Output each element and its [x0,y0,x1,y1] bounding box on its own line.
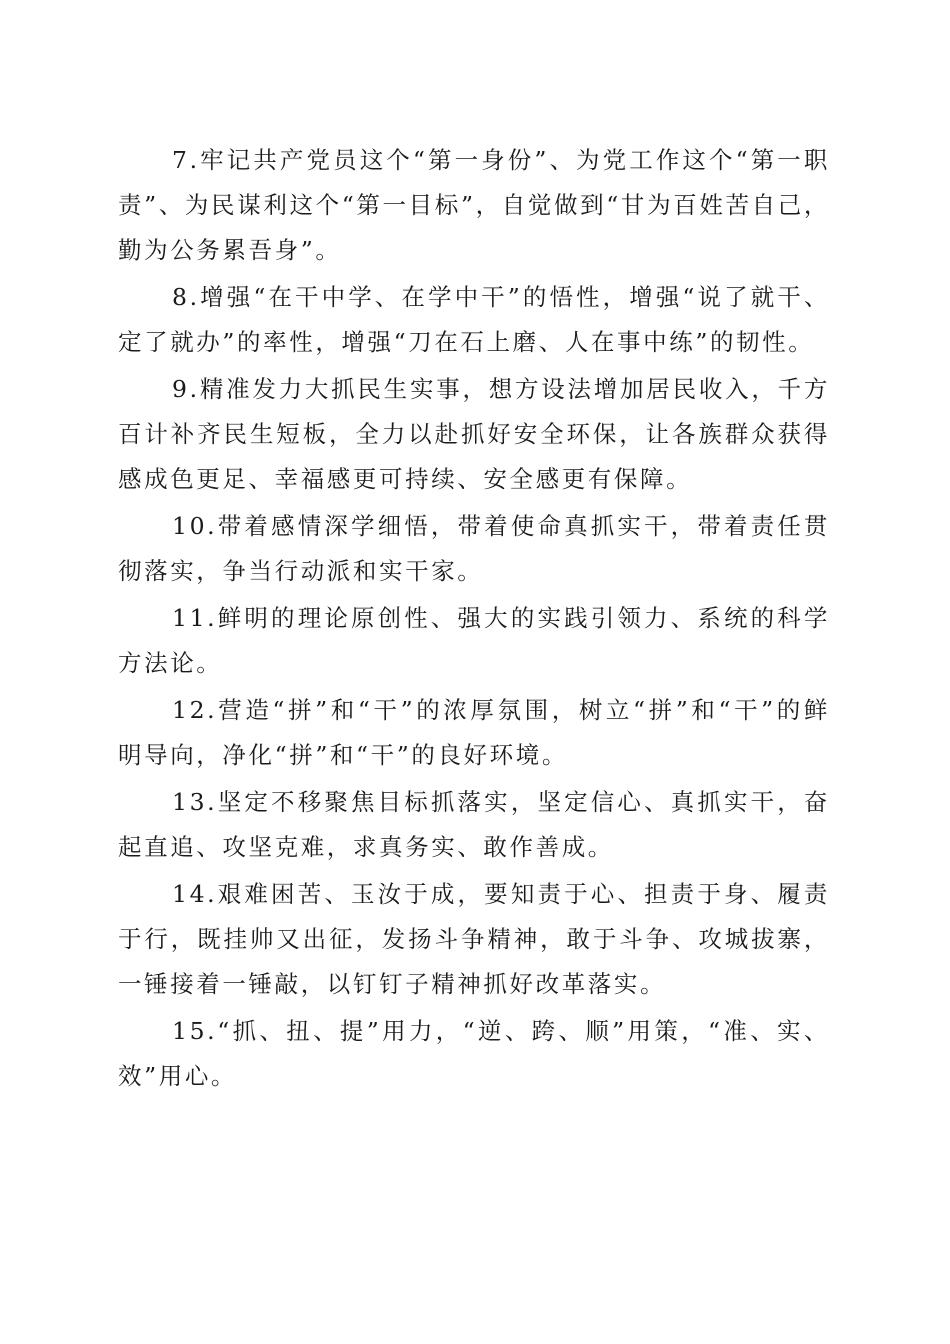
paragraph-9: 9.精准发力大抓民生实事，想方设法增加居民收入，千方百计补齐民生短板，全力以赴抓好安全环保，让各族群众获得感成色更足、幸福感更可持续、安全感更有保障。 [118,375,830,493]
document-body [118,138,830,1101]
paragraph-14: 14.艰难困苦、玉汝于成，要知责于心、担责于身、履责于行，既挂帅又出征，发扬斗争精神，敢于斗争、攻城拔寨，一锤接着一锤敲，以钉钉子精神抓好改革落实。 [118,880,830,998]
paragraph-15: 15.“抓、扭、提”用力，“逆、跨、顺”用策，“准、实、效”用心。 [118,1017,830,1090]
paragraph-12: 12.营造“拼”和“干”的浓厚氛围，树立“拼”和“干”的鲜明导向，净化“拼”和“干”的良好环境。 [118,696,830,769]
paragraph-10: 10.带着感情深学细悟，带着使命真抓实干，带着责任贯彻落实，争当行动派和实干家。 [118,512,830,585]
paragraph-8: 8.增强“在干中学、在学中干”的悟性，增强“说了就干、定了就办”的率性，增强“刀在石上磨、人在事中练”的韧性。 [118,283,830,356]
paragraph-7: 7.牢记共产党员这个“第一身份”、为党工作这个“第一职责”、为民谋利这个“第一目标”，自觉做到“甘为百姓苦自己，勤为公务累吾身”。 [118,146,830,264]
paragraph-13: 13.坚定不移聚焦目标抓落实，坚定信心、真抓实干，奋起直追、攻坚克难，求真务实、敢作善成。 [118,788,830,861]
paragraph-11: 11.鲜明的理论原创性、强大的实践引领力、系统的科学方法论。 [118,604,830,677]
